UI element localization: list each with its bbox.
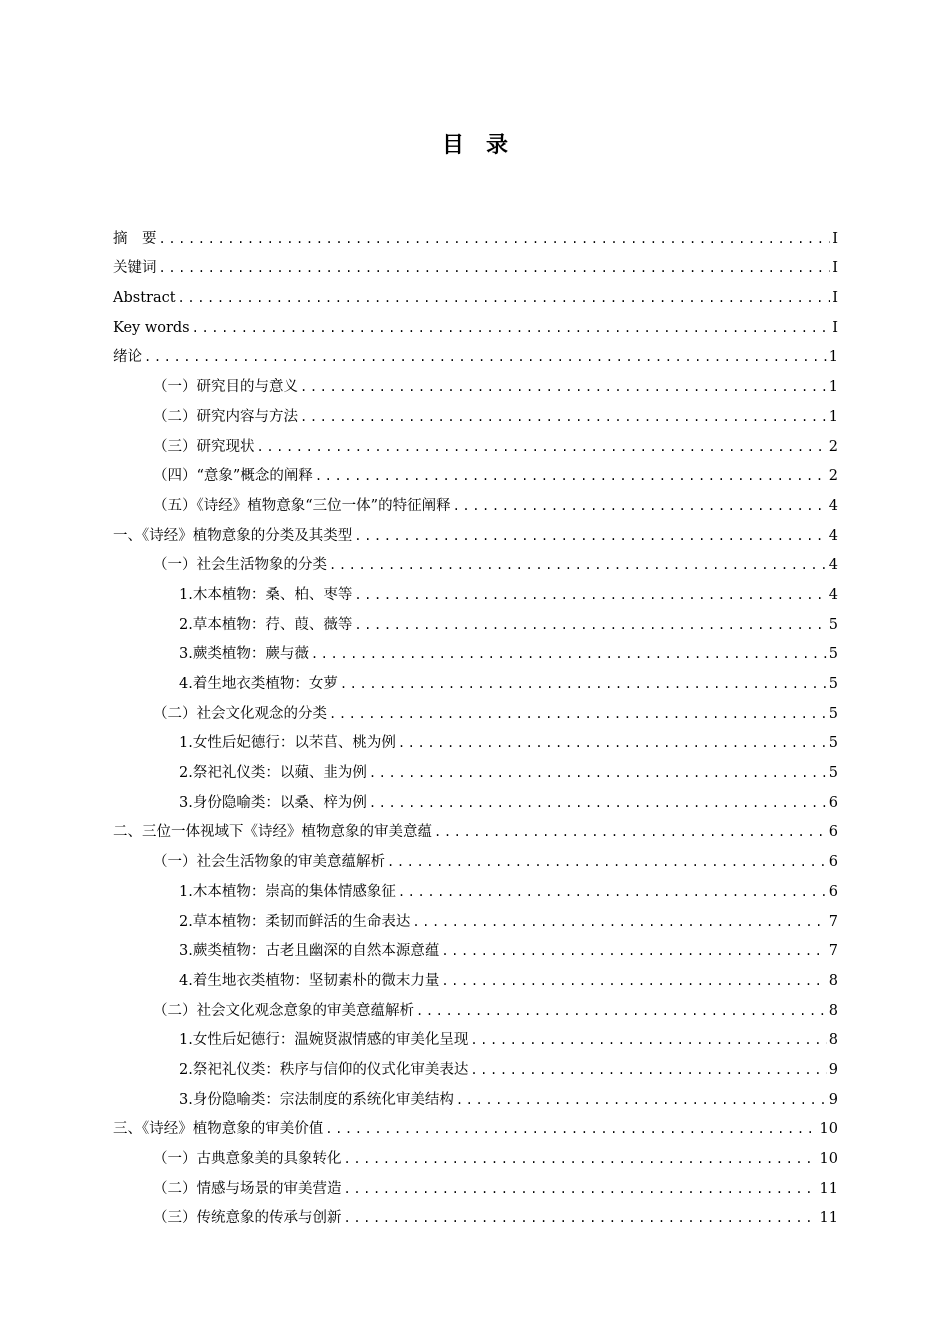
toc-dot-leader: [159, 259, 831, 277]
toc-entry-label: 3.身份隐喻类：以桑、梓为例: [179, 794, 367, 811]
toc-entry[interactable]: [113, 574, 838, 604]
toc-entry-page-number: 5: [828, 646, 838, 663]
toc-entry[interactable]: [113, 723, 838, 753]
toc-entry-label: 1.木本植物：崇高的集体情感象征: [179, 883, 396, 900]
toc-entry-label: （一）社会生活物象的分类: [153, 557, 327, 574]
toc-entry-page-number: 5: [828, 705, 838, 722]
toc-entry-label: （一）社会生活物象的审美意蕴解析: [153, 854, 385, 871]
toc-entry-page-number: 6: [828, 883, 838, 900]
toc-entry[interactable]: [113, 1109, 838, 1139]
toc-entry[interactable]: [113, 485, 838, 515]
toc-entry-label: （三）传统意象的传承与创新: [153, 1210, 342, 1227]
toc-entry-page-number: 10: [819, 1151, 838, 1167]
toc-entry-page-number: 7: [828, 943, 838, 960]
toc-dot-leader: [453, 497, 827, 515]
toc-entry-page-number: 9: [828, 1091, 838, 1108]
toc-entry-page-number: 11: [819, 1210, 838, 1227]
toc-dot-leader: [470, 1031, 826, 1049]
toc-dot-leader: [178, 289, 831, 307]
toc-entry-label: Key words: [113, 319, 190, 336]
toc-entry-label: 绪论: [113, 349, 142, 366]
toc-entry[interactable]: [113, 218, 838, 248]
toc-entry-page-number: 4: [828, 527, 838, 544]
toc-dot-leader: [344, 1150, 818, 1168]
toc-entry-page-number: 4: [828, 497, 838, 514]
toc-entry-page-number: I: [832, 290, 838, 307]
toc-entry[interactable]: [113, 1138, 838, 1168]
toc-dot-leader: [329, 556, 827, 574]
toc-entry[interactable]: [113, 426, 838, 456]
toc-entry-label: 1.木本植物：桑、柏、枣等: [179, 586, 353, 603]
toc-entry[interactable]: [113, 1079, 838, 1109]
toc-entry[interactable]: [113, 812, 838, 842]
toc-entry-label: 3.蕨类植物：蕨与薇: [179, 646, 309, 663]
toc-dot-leader: [354, 586, 826, 604]
toc-entry[interactable]: [113, 248, 838, 278]
toc-dot-leader: [412, 913, 826, 931]
table-of-contents: [113, 218, 838, 1227]
toc-entry-page-number: 2: [828, 468, 838, 485]
toc-dot-leader: [329, 705, 827, 723]
toc-entry-label: （二）研究内容与方法: [153, 408, 298, 425]
toc-entry-page-number: 5: [828, 616, 838, 633]
toc-dot-leader: [325, 1120, 817, 1138]
toc-entry-label: 二、三位一体视域下《诗经》植物意象的审美意蕴: [113, 824, 432, 841]
toc-entry-page-number: I: [832, 319, 838, 336]
toc-dot-leader: [344, 1209, 818, 1227]
toc-dot-leader: [300, 408, 827, 426]
toc-entry-label: 2.草本植物：柔韧而鲜活的生命表达: [179, 913, 411, 930]
toc-dot-leader: [398, 883, 827, 901]
toc-entry[interactable]: [113, 663, 838, 693]
toc-entry-page-number: 1: [828, 379, 838, 396]
toc-dot-leader: [398, 734, 827, 752]
toc-entry-page-number: 1: [828, 408, 838, 425]
toc-dot-leader: [354, 616, 826, 634]
toc-entry-page-number: 8: [828, 972, 838, 989]
toc-entry[interactable]: [113, 901, 838, 931]
toc-entry-page-number: 2: [828, 438, 838, 455]
toc-entry-label: 3.身份隐喻类：宗法制度的系统化审美结构: [179, 1091, 454, 1108]
toc-entry-label: 1.女性后妃德行：温婉贤淑情感的审美化呈现: [179, 1032, 469, 1049]
toc-entry[interactable]: [113, 307, 838, 337]
toc-dot-leader: [441, 942, 826, 960]
toc-dot-leader: [369, 794, 827, 812]
toc-entry-label: 三、《诗经》植物意象的审美价值: [113, 1121, 324, 1138]
toc-entry-label: 4.着生地衣类植物：女萝: [179, 676, 338, 692]
toc-entry-page-number: 8: [828, 1002, 838, 1019]
toc-entry-label: （一）古典意象美的具象转化: [153, 1151, 342, 1167]
toc-entry[interactable]: [113, 366, 838, 396]
toc-entry[interactable]: [113, 871, 838, 901]
toc-entry-page-number: 5: [828, 676, 838, 692]
toc-entry-label: 1.女性后妃德行：以芣苢、桃为例: [179, 735, 396, 752]
toc-entry-label: 关键词: [113, 260, 157, 277]
toc-entry-label: （二）情感与场景的审美营造: [153, 1180, 342, 1197]
toc-entry-page-number: 6: [828, 854, 838, 871]
toc-dot-leader: [441, 972, 826, 990]
toc-entry-label: 4.着生地衣类植物：坚韧素朴的微末力量: [179, 972, 440, 989]
toc-entry-page-number: I: [832, 260, 838, 277]
toc-entry-label: （五）《诗经》植物意象“三位一体”的特征阐释: [153, 497, 451, 514]
toc-dot-leader: [311, 645, 827, 663]
toc-dot-leader: [344, 1180, 818, 1198]
toc-entry[interactable]: [113, 1168, 838, 1198]
toc-entry-page-number: 8: [828, 1032, 838, 1049]
toc-entry[interactable]: [113, 960, 838, 990]
toc-entry-page-number: 4: [828, 557, 838, 574]
toc-dot-leader: [300, 378, 827, 396]
toc-dot-leader: [470, 1061, 826, 1079]
toc-title: 目 录: [441, 132, 508, 158]
toc-entry-label: 3.蕨类植物：古老且幽深的自然本源意蕴: [179, 943, 440, 960]
toc-entry-page-number: 9: [828, 1061, 838, 1078]
toc-dot-leader: [387, 853, 827, 871]
toc-entry-label: （二）社会文化观念意象的审美意蕴解析: [153, 1002, 414, 1019]
toc-entry-page-number: 11: [819, 1180, 838, 1197]
toc-entry[interactable]: [113, 693, 838, 723]
toc-dot-leader: [456, 1091, 827, 1109]
toc-entry[interactable]: [113, 456, 838, 486]
toc-entry[interactable]: [113, 604, 838, 634]
toc-entry[interactable]: [113, 277, 838, 307]
toc-dot-leader: [192, 319, 831, 337]
toc-entry-page-number: 7: [828, 913, 838, 930]
toc-entry[interactable]: [113, 545, 838, 575]
toc-entry-page-number: 6: [828, 824, 838, 841]
toc-entry-label: Abstract: [113, 290, 176, 307]
toc-entry[interactable]: [113, 337, 838, 367]
toc-entry[interactable]: [113, 515, 838, 545]
toc-entry-page-number: I: [832, 230, 838, 247]
toc-entry[interactable]: [113, 1198, 838, 1228]
toc-entry[interactable]: [113, 396, 838, 426]
toc-entry[interactable]: [113, 1020, 838, 1050]
toc-entry-label: （二）社会文化观念的分类: [153, 705, 327, 722]
toc-entry-label: （四）“意象”概念的阐释: [153, 468, 313, 485]
toc-dot-leader: [159, 230, 831, 248]
toc-entry-page-number: 6: [828, 794, 838, 811]
toc-entry[interactable]: [113, 990, 838, 1020]
toc-dot-leader: [369, 764, 827, 782]
toc-entry-label: （三）研究现状: [153, 438, 255, 455]
toc-dot-leader: [144, 348, 827, 366]
toc-dot-leader: [434, 823, 827, 841]
toc-dot-leader: [315, 467, 827, 485]
toc-entry-label: 2.祭祀礼仪类：秩序与信仰的仪式化审美表达: [179, 1061, 469, 1078]
toc-dot-leader: [340, 675, 827, 693]
toc-entry[interactable]: [113, 782, 838, 812]
toc-dot-leader: [416, 1002, 827, 1020]
toc-entry[interactable]: [113, 841, 838, 871]
toc-entry-page-number: 5: [828, 765, 838, 782]
toc-dot-leader: [354, 527, 827, 545]
toc-entry[interactable]: [113, 752, 838, 782]
toc-entry[interactable]: [113, 1049, 838, 1079]
toc-entry-label: 一、《诗经》植物意象的分类及其类型: [113, 527, 353, 544]
toc-entry-label: 2.草本植物：荇、葭、薇等: [179, 616, 353, 633]
toc-entry-page-number: 4: [828, 586, 838, 603]
toc-dot-leader: [257, 438, 827, 456]
toc-entry-page-number: 10: [819, 1121, 838, 1138]
toc-entry[interactable]: [113, 634, 838, 664]
toc-entry-page-number: 1: [828, 349, 838, 366]
toc-entry-label: 摘 要: [113, 230, 157, 247]
toc-entry-label: 2.祭祀礼仪类：以蘋、韭为例: [179, 765, 367, 782]
toc-entry[interactable]: [113, 931, 838, 961]
toc-entry-label: （一）研究目的与意义: [153, 379, 298, 396]
toc-entry-page-number: 5: [828, 735, 838, 752]
